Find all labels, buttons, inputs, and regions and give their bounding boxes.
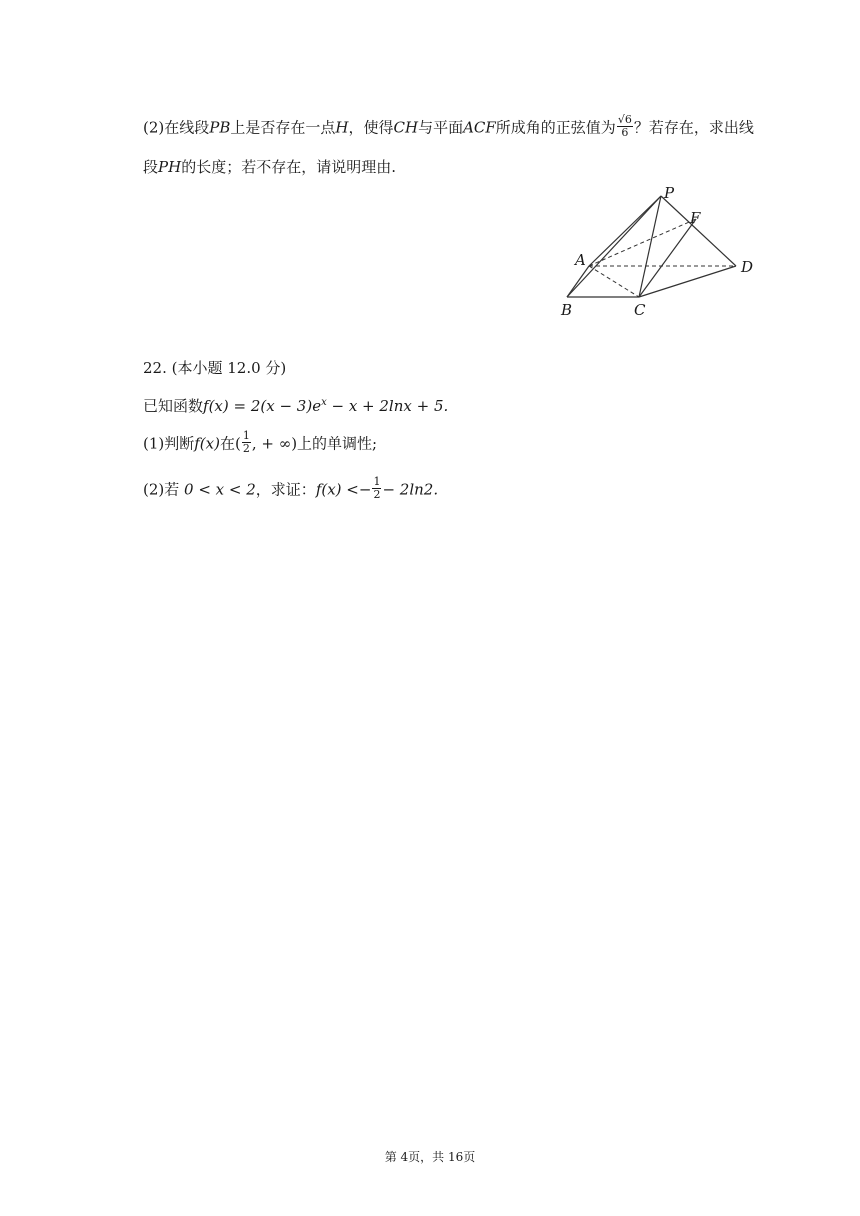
sine-fraction: $\frac{√6}{6}$ (617, 113, 632, 139)
label-d: D (741, 258, 754, 276)
label-p: P (664, 186, 675, 202)
pyramid-figure (556, 186, 776, 322)
label-f: F (690, 209, 701, 227)
q21-text: 所成角的正弦值为 (495, 118, 616, 137)
q21-part2-line2 (143, 157, 396, 177)
ln-term: − 2ln2. (382, 480, 439, 499)
q22-text: 在( (219, 434, 241, 453)
q21-text: 上是否存在一点 (230, 118, 336, 137)
q21-text: 段 (143, 158, 159, 176)
label-a: A (575, 251, 586, 269)
segment-ch: CH (393, 118, 419, 137)
fx: f(x) (194, 434, 220, 453)
fx-inequality: f(x) <− (315, 480, 372, 499)
function-definition: f(x) = 2(x − 3)e (203, 397, 322, 415)
segment-pb: PB (209, 118, 231, 137)
q21-text: ？若存在，求出线 (633, 118, 754, 137)
q22-text: , + ∞)上的单调性; (251, 434, 378, 453)
q22-text: ，求证： (255, 480, 316, 499)
half-fraction: $\frac{1}{2}$ (242, 429, 250, 455)
q22-text: 已知函数 (143, 397, 204, 415)
q21-part2-line1 (143, 113, 754, 141)
q22-header: 22. (本小题 12.0 分) (143, 359, 287, 377)
pyramid-diagram (556, 186, 776, 322)
q22-text: (1)判断 (143, 434, 195, 453)
q22-text: (2)若 (143, 480, 185, 499)
q21-text: 与平面 (418, 118, 464, 137)
q22-statement (143, 393, 448, 416)
q22-part1 (143, 429, 378, 457)
q21-text: ，使得 (348, 118, 394, 137)
half-fraction: $\frac{1}{2}$ (373, 475, 381, 501)
inequality: 0 < x < 2 (184, 480, 256, 499)
page-footer: 第 4页，共 16页 (384, 1150, 476, 1164)
label-c: C (634, 301, 646, 319)
segment-ph: PH (158, 158, 182, 176)
function-tail: − x + 2lnx + 5. (326, 397, 449, 415)
label-b: B (561, 301, 573, 319)
point-h: H (335, 118, 349, 137)
q22-part2 (143, 475, 439, 503)
exponent: x (321, 397, 327, 408)
plane-acf: ACF (463, 118, 496, 137)
q21-text: (2)在线段 (143, 118, 210, 137)
q21-text: 的长度；若不存在，请说明理由. (181, 158, 396, 176)
